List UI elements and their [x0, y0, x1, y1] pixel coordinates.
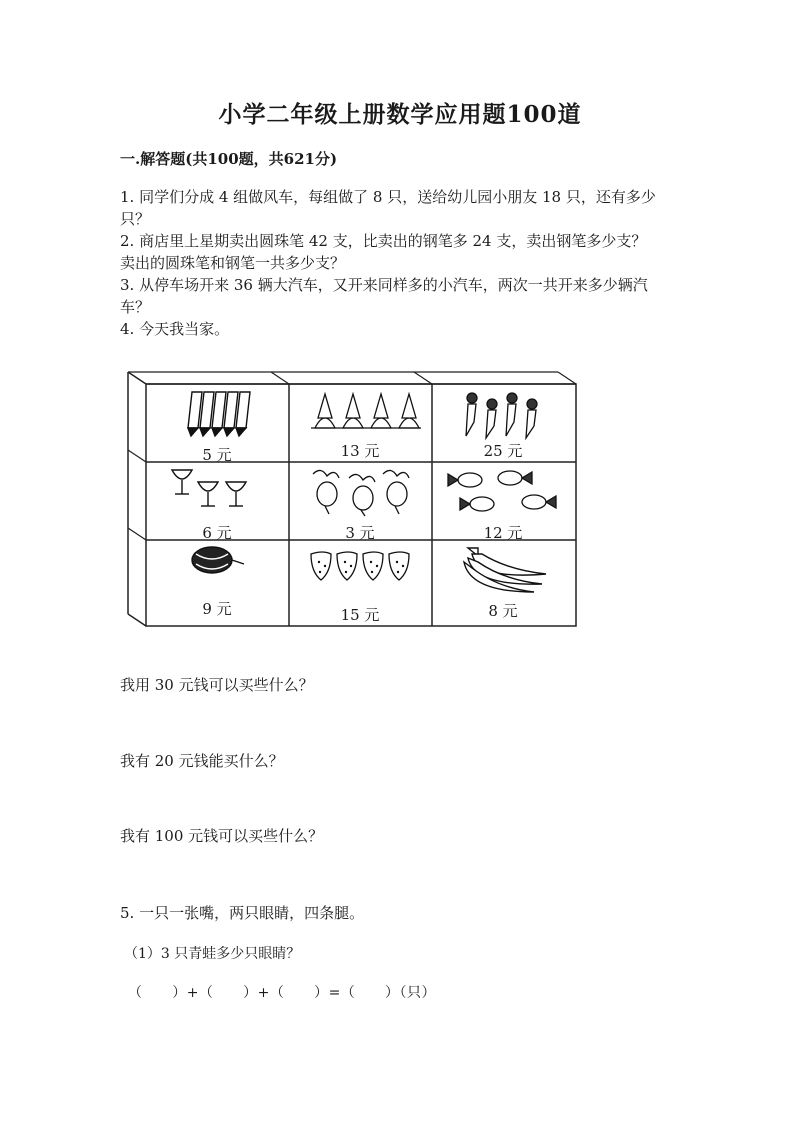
question-4c: 我有 100 元钱可以买些什么？ [120, 827, 324, 845]
price-label: 12 元 [483, 524, 523, 542]
price-label: 6 元 [202, 524, 232, 542]
question-2-line-1: 2. 商店里上星期卖出圆珠笔 42 支，比卖出的钢笔多 24 支，卖出钢笔多少支？ [120, 232, 647, 250]
radish-icon [295, 466, 425, 518]
price-label: 3 元 [345, 524, 375, 542]
goldfish-icon [438, 466, 568, 518]
pencil-icon [152, 388, 282, 440]
question-3-line-2: 车？ [120, 298, 151, 316]
question-4-line-1: 4. 今天我当家。 [120, 320, 230, 338]
question-5-stem: 5. 一只一张嘴，两只眼睛，四条腿。 [120, 904, 365, 922]
question-1-line-1: 1. 同学们分成 4 组做风车，每组做了 8 只，送给幼儿园小朋友 18 只，还有多少 [120, 188, 656, 206]
price-label: 9 元 [202, 600, 232, 618]
question-1-line-2: 只？ [120, 210, 151, 228]
answer-blanks: （ ）+（ ）+（ ）=（ ）（只） [128, 985, 436, 1001]
watermelon-icon [152, 544, 282, 596]
price-table [124, 368, 580, 630]
doll-icon [438, 388, 568, 440]
question-list [120, 186, 690, 340]
question-4b: 我有 20 元钱能买什么？ [120, 752, 284, 770]
price-label: 5 元 [202, 446, 232, 464]
goblet-icon [152, 466, 282, 518]
page-title: 小学二年级上册数学应用题100道 [218, 101, 582, 128]
question-2-line-2: 卖出的圆珠笔和钢笔一共多少支？ [120, 254, 346, 272]
banana-icon [438, 544, 568, 596]
question-4a: 我用 30 元钱可以买些什么？ [120, 676, 314, 694]
strawberry-icon [295, 544, 425, 596]
section-heading: 一.解答题(共100题，共621分) [120, 150, 338, 168]
price-label: 8 元 [488, 602, 518, 620]
question-5-sub-1: （1）3 只青蛙多少只眼睛？ [124, 946, 301, 962]
price-label: 13 元 [340, 442, 380, 460]
price-label: 25 元 [483, 442, 523, 460]
price-label: 15 元 [340, 606, 380, 624]
question-3-line-1: 3. 从停车场开来 36 辆大汽车，又开来同样多的小汽车，两次一共开来多少辆汽 [120, 276, 648, 294]
cake-icon [295, 388, 425, 440]
